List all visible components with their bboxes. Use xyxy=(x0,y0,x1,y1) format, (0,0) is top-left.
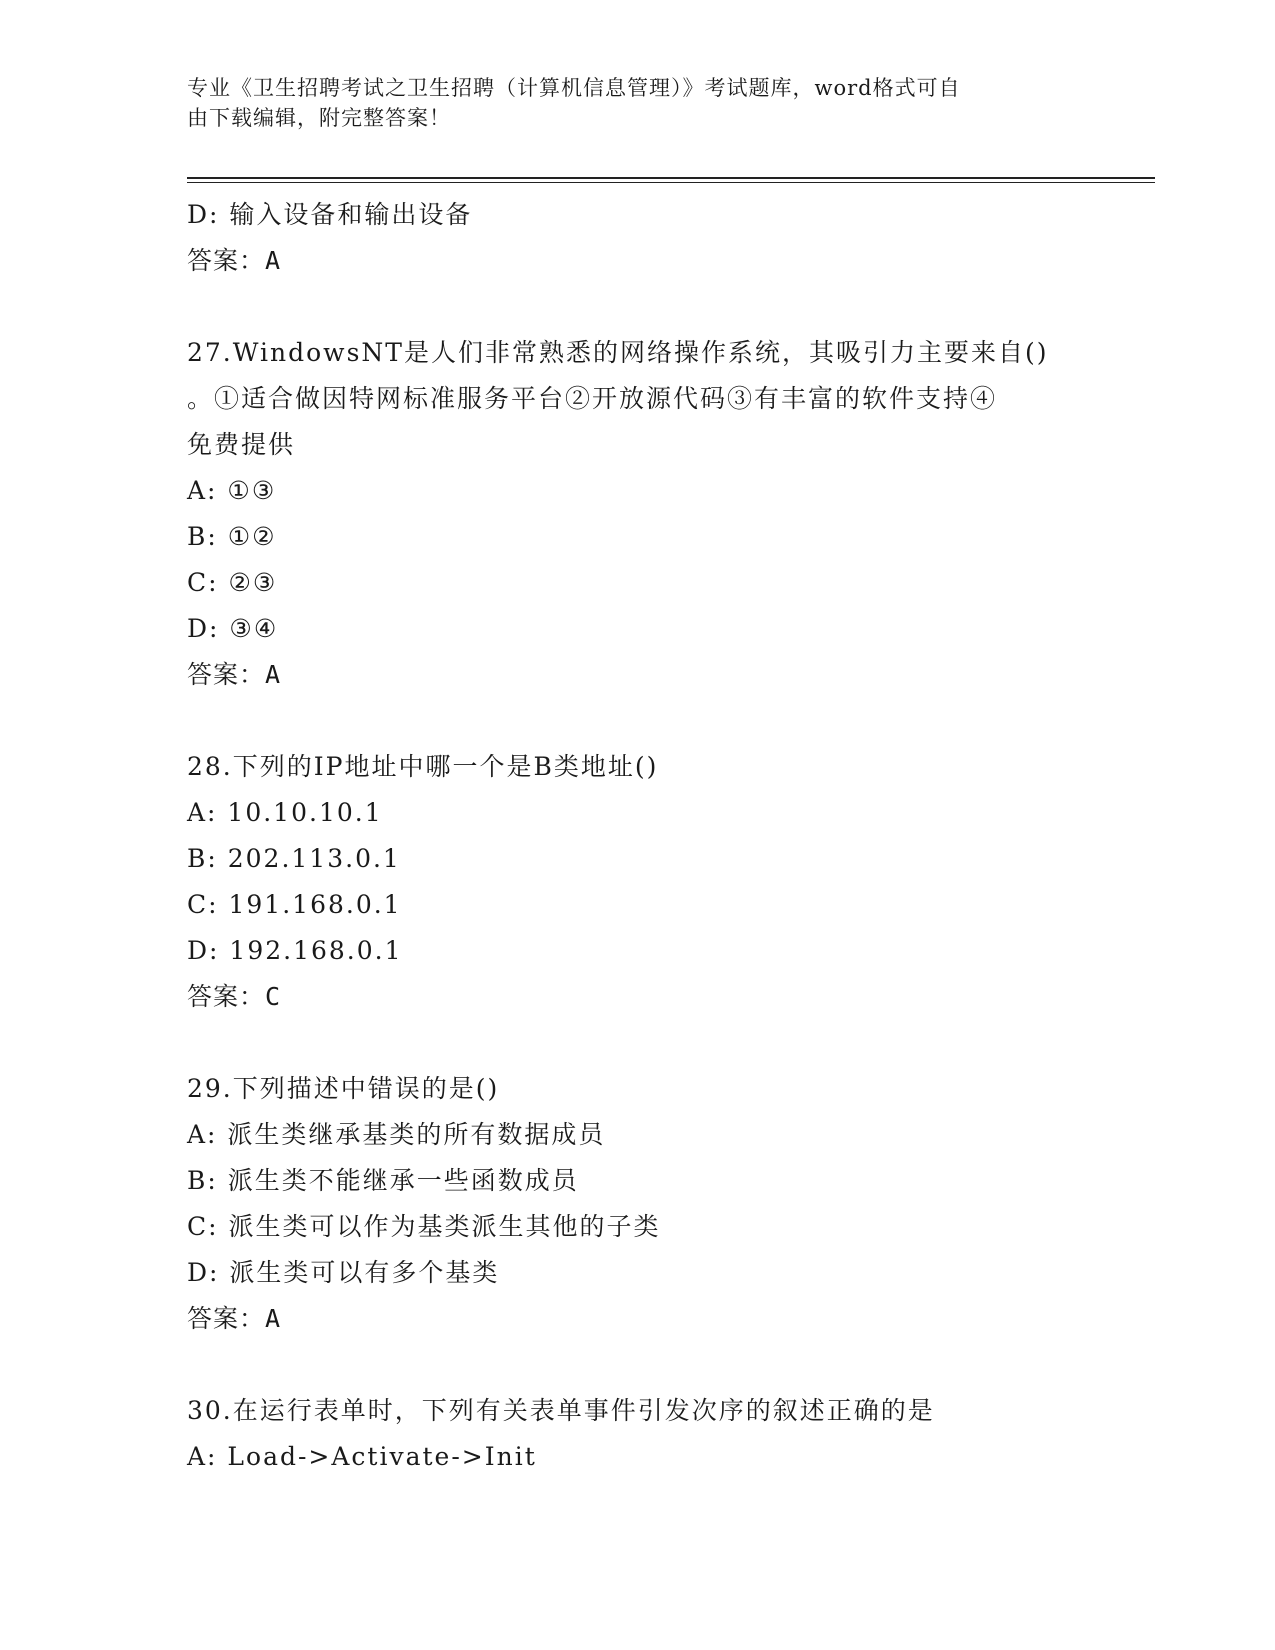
answer-line: 答案：C xyxy=(187,982,282,1011)
question-text-line: 免费提供 xyxy=(187,430,296,459)
option-c: C: 派生类可以作为基类派生其他的子类 xyxy=(187,1212,661,1241)
question-text-line: 。①适合做因特网标准服务平台②开放源代码③有丰富的软件支持④ xyxy=(187,384,998,413)
option-b: B: 派生类不能继承一些函数成员 xyxy=(187,1166,579,1195)
option-c: C: 191.168.0.1 xyxy=(187,890,402,919)
spacer xyxy=(187,698,1087,744)
question-list xyxy=(187,192,1087,1480)
question-30 xyxy=(187,1388,1087,1480)
option-a: A: 10.10.10.1 xyxy=(187,798,383,827)
option-b: B: 202.113.0.1 xyxy=(187,844,401,873)
answer-line: 答案：A xyxy=(187,660,282,689)
option-b: B: ①② xyxy=(187,522,277,551)
question-text-line: 28.下列的IP地址中哪一个是B类地址() xyxy=(187,752,659,781)
option-a: A: 派生类继承基类的所有数据成员 xyxy=(187,1120,606,1149)
option-d: D: 192.168.0.1 xyxy=(187,936,403,965)
question-text-line: 29.下列描述中错误的是() xyxy=(187,1074,500,1103)
header-line-1: 专业《卫生招聘考试之卫生招聘（计算机信息管理）》考试题库，word格式可自 xyxy=(187,76,961,100)
question-29 xyxy=(187,1066,1087,1342)
option-c: C: ②③ xyxy=(187,568,278,597)
spacer xyxy=(187,1020,1087,1066)
option-d: D: ③④ xyxy=(187,614,279,643)
document-header xyxy=(187,73,1067,133)
question-text-line: 30.在运行表单时，下列有关表单事件引发次序的叙述正确的是 xyxy=(187,1396,935,1425)
header-rule-thick xyxy=(187,177,1155,179)
question-text-line: 27.WindowsNT是人们非常熟悉的网络操作系统，其吸引力主要来自() xyxy=(187,338,1049,367)
option-a: A: Load->Activate->Init xyxy=(187,1442,537,1471)
question-26-tail xyxy=(187,192,1087,284)
header-line-2: 由下载编辑，附完整答案！ xyxy=(187,106,451,130)
question-27 xyxy=(187,330,1087,698)
option-a: A: ①③ xyxy=(187,476,277,505)
header-rule-thin xyxy=(187,182,1155,183)
answer-line: 答案：A xyxy=(187,246,282,275)
option-d: D: 派生类可以有多个基类 xyxy=(187,1258,500,1287)
answer-line: 答案：A xyxy=(187,1304,282,1333)
question-28 xyxy=(187,744,1087,1020)
spacer xyxy=(187,1342,1087,1388)
spacer xyxy=(187,284,1087,330)
option-d: D: 输入设备和输出设备 xyxy=(187,200,473,229)
